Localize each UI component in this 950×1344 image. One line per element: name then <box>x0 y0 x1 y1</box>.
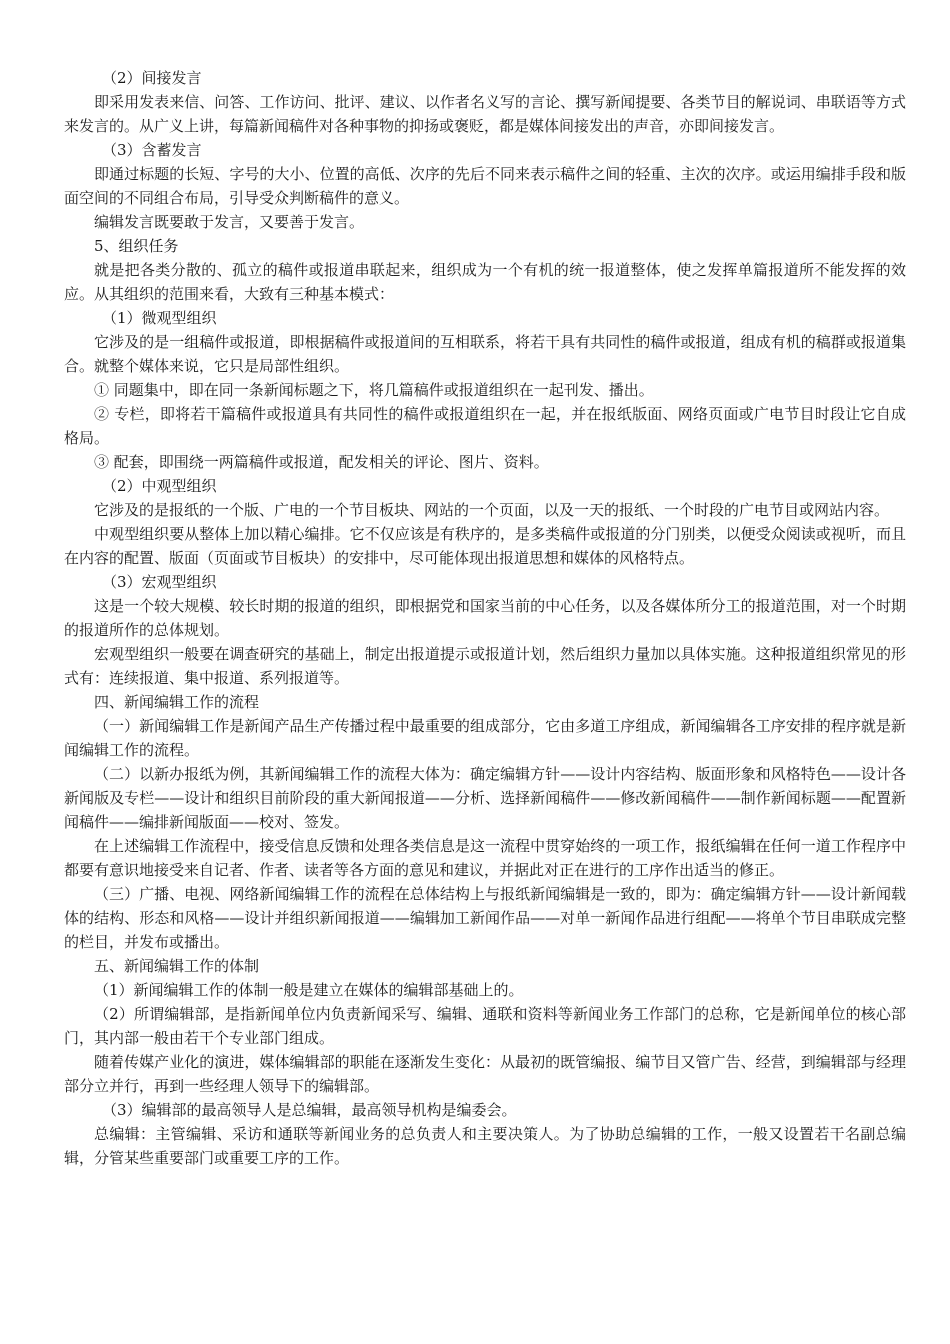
paragraph-workflow-broadcast: （三）广播、电视、网络新闻编辑工作的流程在总体结构上与报纸新闻编辑是一致的，即为：确定编辑方针——设计新闻载体的结构、形态和风格——设计并组织新闻报道——编辑加工新闻作品——对单一新闻作品进行组配——将单个节目串联成完整的栏目，并发布或播出。 <box>64 885 906 951</box>
paragraph-meso-arrangement: 中观型组织要从整体上加以精心编排。它不仅应该是有秩序的，是多类稿件或报道的分门别类，以便受众阅读或视听，而且在内容的配置、版面（页面或节目板块）的安排中，尽可能体现出报道思想和媒体的风格特点。 <box>64 525 906 567</box>
paragraph-macro-scope: 这是一个较大规模、较长时期的报道的组织，即根据党和国家当前的中心任务，以及各媒体所分工的报道范围，对一个时期的报道所作的总体规划。 <box>64 597 906 639</box>
heading-organization-task: 5、组织任务 <box>94 237 179 255</box>
paragraph-micro-organization: 它涉及的是一组稿件或报道，即根据稿件或报道间的互相联系，将若干具有共同性的稿件或报道，组成有机的稿群或报道集合。就整个媒体来说，它只是局部性组织。 <box>64 333 906 375</box>
paragraph-workflow-feedback: 在上述编辑工作流程中，接受信息反馈和处理各类信息是这一流程中贯穿始终的一项工作，报纸编辑在任何一道工作程序中都要有意识地接受来自记者、作者、读者等各方面的意见和建议，并据此对正在进行的工序作出适当的修正。 <box>64 837 906 879</box>
list-item-same-topic: ① 同题集中，即在同一条新闻标题之下，将几篇稿件或报道组织在一起刊发、播出。 <box>94 381 654 399</box>
paragraph-meso-scope: 它涉及的是报纸的一个版、广电的一个节目板块、网站的一个页面，以及一天的报纸、一个时段的广电节目或网站内容。 <box>94 501 890 519</box>
paragraph-workflow-definition: （一）新闻编辑工作是新闻产品生产传播过程中最重要的组成部分，它由多道工序组成，新闻编辑各工序安排的程序就是新闻编辑工作的流程。 <box>64 717 906 759</box>
paragraph-indirect-statement: 即采用发表来信、问答、工作访问、批评、建议、以作者名义写的言论、撰写新闻提要、各类节目的解说词、串联语等方式来发言的。从广义上讲，每篇新闻稿件对各种事物的抑扬或褒贬，都是媒体间接发出的声音，亦即间接发言。 <box>64 93 906 135</box>
list-item-column: ② 专栏，即将若干篇稿件或报道具有共同性的稿件或报道组织在一起，并在报纸版面、网络页面或广电节目时段让它自成格局。 <box>64 405 906 447</box>
document-page <box>64 66 906 1170</box>
subheading-macro-organization: （3）宏观型组织 <box>102 573 217 591</box>
subheading-micro-organization: （1）微观型组织 <box>102 309 217 327</box>
paragraph-macro-forms: 宏观型组织一般要在调查研究的基础上，制定出报道提示或报道计划，然后组织力量加以具体实施。这种报道组织常见的形式有：连续报道、集中报道、系列报道等。 <box>64 645 906 687</box>
heading-system: 五、新闻编辑工作的体制 <box>94 957 260 975</box>
subheading-implicit-statement: （3）含蓄发言 <box>102 141 202 159</box>
subheading-indirect-statement: （2）间接发言 <box>102 69 202 87</box>
paragraph-organization-task: 就是把各类分散的、孤立的稿件或报道串联起来，组织成为一个有机的统一报道整体，使之发挥单篇报道所不能发挥的效应。从其组织的范围来看，大致有三种基本模式： <box>64 261 906 303</box>
paragraph-workflow-newspaper: （二）以新办报纸为例，其新闻编辑工作的流程大体为：确定编辑方针——设计内容结构、版面形象和风格特色——设计各新闻版及专栏——设计和组织目前阶段的重大新闻报道——分析、选择新闻稿件——修改新闻稿件——制作新闻标题——配置新闻稿件——编排新闻版面——校对、签发。 <box>64 765 906 831</box>
list-item-package: ③ 配套，即围绕一两篇稿件或报道，配发相关的评论、图片、资料。 <box>94 453 549 471</box>
paragraph-department-evolution: 随着传媒产业化的演进，媒体编辑部的职能在逐渐发生变化：从最初的既管编报、编节目又管广告、经营，到编辑部与经理部分立并行，再到一些经理人领导下的编辑部。 <box>64 1053 906 1095</box>
paragraph-system-basis: （1）新闻编辑工作的体制一般是建立在媒体的编辑部基础上的。 <box>94 981 524 999</box>
heading-workflow: 四、新闻编辑工作的流程 <box>94 693 260 711</box>
paragraph-chief-editor: 总编辑：主管编辑、采访和通联等新闻业务的总负责人和主要决策人。为了协助总编辑的工作，一般又设置若干名副总编辑，分管某些重要部门或重要工序的工作。 <box>64 1125 906 1167</box>
subheading-meso-organization: （2）中观型组织 <box>102 477 217 495</box>
paragraph-implicit-statement: 即通过标题的长短、字号的大小、位置的高低、次序的先后不同来表示稿件之间的轻重、主次的次序。或运用编排手段和版面空间的不同组合布局，引导受众判断稿件的意义。 <box>64 165 906 207</box>
paragraph-editorial-department: （2）所谓编辑部，是指新闻单位内负责新闻采写、编辑、通联和资料等新闻业务工作部门的总称，它是新闻单位的核心部门，其内部一般由若干个专业部门组成。 <box>64 1005 906 1047</box>
subheading-chief-editor: （3）编辑部的最高领导人是总编辑，最高领导机构是编委会。 <box>102 1101 517 1119</box>
paragraph-statement-summary: 编辑发言既要敢于发言，又要善于发言。 <box>94 213 365 231</box>
